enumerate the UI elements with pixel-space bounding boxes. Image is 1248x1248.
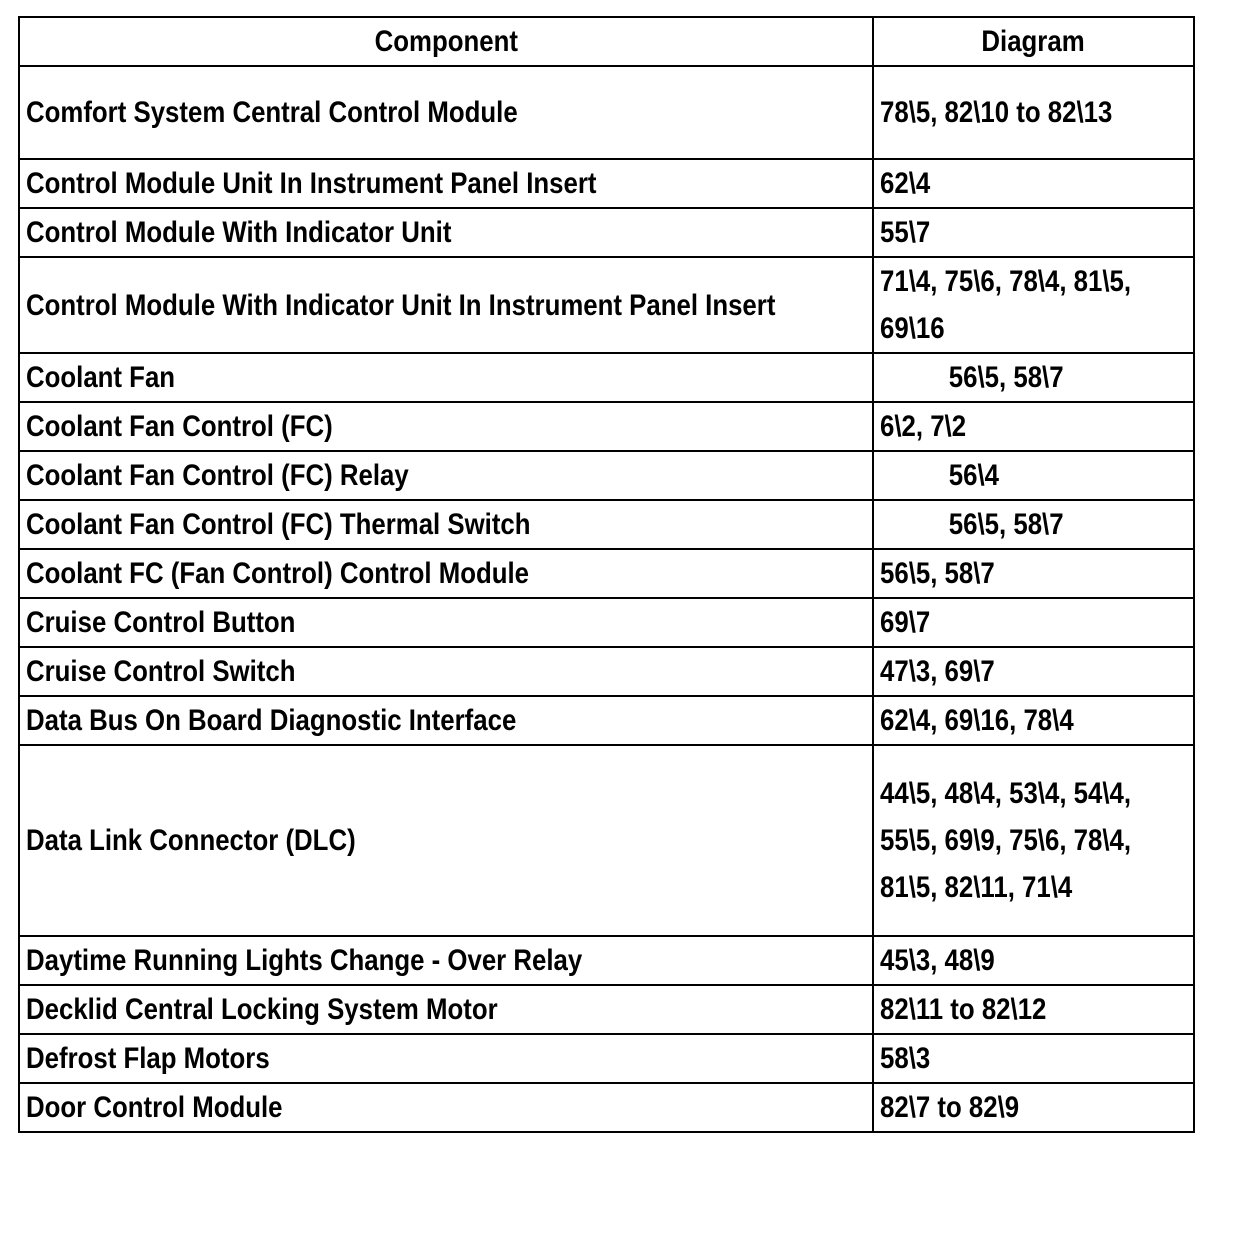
diagram-cell: 69\7 xyxy=(873,598,1194,647)
header-diagram: Diagram xyxy=(873,17,1194,66)
component-cell: Cruise Control Switch xyxy=(19,647,873,696)
table-row xyxy=(19,549,1194,598)
table-row xyxy=(19,745,1194,936)
diagram-cell: 45\3, 48\9 xyxy=(873,936,1194,985)
table-row xyxy=(19,647,1194,696)
component-cell: Coolant Fan xyxy=(19,353,873,402)
table-row xyxy=(19,159,1194,208)
diagram-cell: 71\4, 75\6, 78\4, 81\5, 69\16 xyxy=(873,257,1194,353)
diagram-cell: 56\5, 58\7 xyxy=(873,353,1194,402)
diagram-cell: 62\4 xyxy=(873,159,1194,208)
component-cell: Data Link Connector (DLC) xyxy=(19,745,873,936)
component-cell: Control Module With Indicator Unit xyxy=(19,208,873,257)
header-component: Component xyxy=(19,17,873,66)
diagram-cell: 82\7 to 82\9 xyxy=(873,1083,1194,1132)
diagram-cell: 56\5, 58\7 xyxy=(873,500,1194,549)
component-cell: Control Module With Indicator Unit In Instrument Panel Insert xyxy=(19,257,873,353)
diagram-cell: 78\5, 82\10 to 82\13 xyxy=(873,66,1194,159)
component-cell: Daytime Running Lights Change - Over Relay xyxy=(19,936,873,985)
table-row xyxy=(19,1034,1194,1083)
diagram-cell: 62\4, 69\16, 78\4 xyxy=(873,696,1194,745)
table-row xyxy=(19,208,1194,257)
component-cell: Cruise Control Button xyxy=(19,598,873,647)
table-row xyxy=(19,451,1194,500)
diagram-cell: 6\2, 7\2 xyxy=(873,402,1194,451)
table-row xyxy=(19,696,1194,745)
table-row xyxy=(19,598,1194,647)
component-cell: Decklid Central Locking System Motor xyxy=(19,985,873,1034)
component-cell: Defrost Flap Motors xyxy=(19,1034,873,1083)
diagram-cell: 82\11 to 82\12 xyxy=(873,985,1194,1034)
table-row xyxy=(19,402,1194,451)
diagram-cell: 55\7 xyxy=(873,208,1194,257)
component-index-table xyxy=(18,16,1195,1133)
table-row xyxy=(19,985,1194,1034)
table-row xyxy=(19,1083,1194,1132)
diagram-cell: 47\3, 69\7 xyxy=(873,647,1194,696)
table-row xyxy=(19,500,1194,549)
table-row xyxy=(19,936,1194,985)
component-cell: Comfort System Central Control Module xyxy=(19,66,873,159)
component-cell: Coolant Fan Control (FC) Relay xyxy=(19,451,873,500)
component-cell: Control Module Unit In Instrument Panel Insert xyxy=(19,159,873,208)
diagram-cell: 58\3 xyxy=(873,1034,1194,1083)
table-row xyxy=(19,257,1194,353)
table-row xyxy=(19,353,1194,402)
header-row xyxy=(19,17,1194,66)
component-cell: Door Control Module xyxy=(19,1083,873,1132)
component-cell: Coolant FC (Fan Control) Control Module xyxy=(19,549,873,598)
component-cell: Data Bus On Board Diagnostic Interface xyxy=(19,696,873,745)
table-row xyxy=(19,66,1194,159)
diagram-cell: 44\5, 48\4, 53\4, 54\4, 55\5, 69\9, 75\6, 78\4, 81\5, 82\11, 71\4 xyxy=(873,745,1194,936)
diagram-cell: 56\5, 58\7 xyxy=(873,549,1194,598)
diagram-cell: 56\4 xyxy=(873,451,1194,500)
component-cell: Coolant Fan Control (FC) xyxy=(19,402,873,451)
component-cell: Coolant Fan Control (FC) Thermal Switch xyxy=(19,500,873,549)
